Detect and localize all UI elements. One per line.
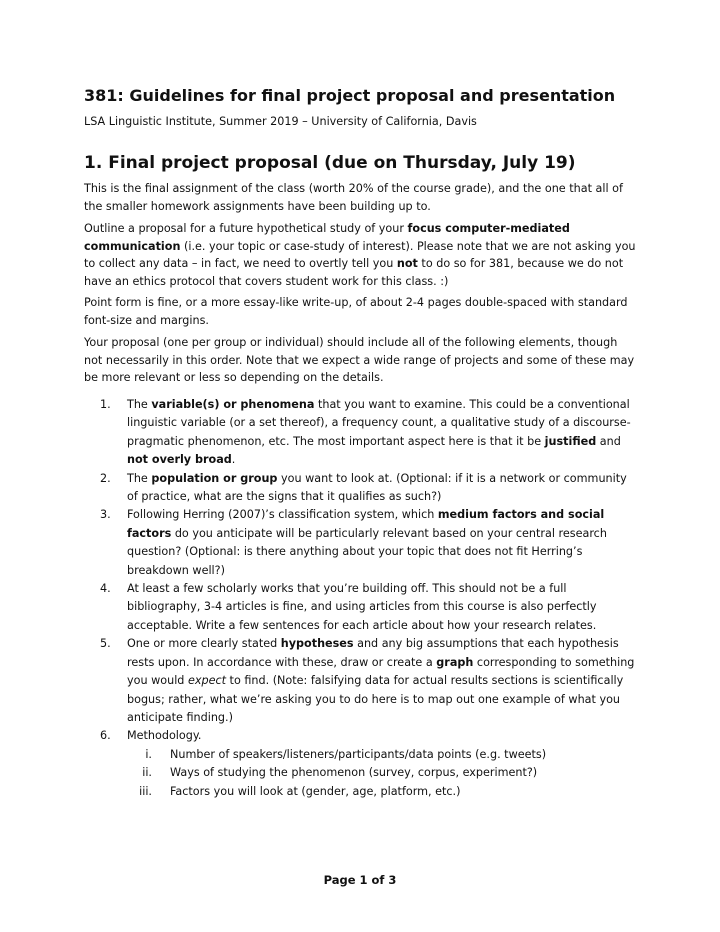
page-number: Page 1 of 3 — [323, 873, 397, 887]
list-number: 3. — [100, 508, 111, 522]
paragraph-format: Point form is fine, or a more essay-like write-up, of about 2-4 pages double-spaced with standard font-size and margins. — [84, 296, 628, 327]
list-item: 1. The variable(s) or phenomena that you want to examine. This could be a conventional linguistic variable (or a set thereof), a frequency count, a qualitative study of a discourse-pragmatic phenomenon, etc. The most important aspect here is that it be justified and not overly broad. — [100, 398, 631, 467]
paragraph-outline: Outline a proposal for a future hypothetical study of your focus computer-mediated communication (i.e. your topic or case-study of interest). Please note that we are not asking you to collect any data – in fact, we need to overtly tell you not to do so for 381, because we do not have an ethics protocol that covers student work for this class. :) — [84, 222, 636, 288]
paragraph-elements: Your proposal (one per group or individual) should include all of the following elements, though not necessarily in this order. Note that we expect a wide range of projects and some of these may be more relevant or less so depending on the details. — [84, 336, 635, 384]
sublist-item: iii. Factors you will look at (gender, age, platform, etc.) — [84, 783, 636, 801]
sublist-number: ii. — [142, 766, 152, 780]
list-number: 4. — [100, 582, 111, 596]
requirements-list — [84, 396, 636, 801]
sublist-number: iii. — [139, 784, 152, 798]
list-item: 3. Following Herring (2007)’s classification system, which medium factors and social factors do you anticipate will be particularly relevant based on your central research question? (Optional: is there anything about your topic that does not fit Herring’s breakdown well?) — [100, 508, 607, 577]
paragraph-intro: This is the final assignment of the class (worth 20% of the course grade), and the one that all of the smaller homework assignments have been building up to. — [84, 182, 623, 213]
list-number: 6. — [100, 729, 111, 743]
document-subtitle: LSA Linguistic Institute, Summer 2019 – University of California, Davis — [84, 115, 477, 128]
list-number: 2. — [100, 471, 111, 485]
document-title: 381: Guidelines for final project proposal and presentation — [84, 86, 616, 105]
list-number: 5. — [100, 637, 111, 651]
sublist-item: ii. Ways of studying the phenomenon (survey, corpus, experiment?) — [84, 764, 636, 782]
sublist-number: i. — [145, 747, 152, 761]
list-item: 2. The population or group you want to look at. (Optional: if it is a network or community of practice, what are the signs that it qualifies as such?) — [100, 471, 627, 504]
list-item: 5. One or more clearly stated hypotheses and any big assumptions that each hypothesis rests upon. In accordance with these, draw or create a graph corresponding to something you would expect to find. (Note: falsifying data for actual results sections is scientifically bogus; rather, what we’re asking you to do here is to map out one example of what you anticipate finding.) — [100, 637, 635, 724]
section-heading: 1. Final project proposal (due on Thursday, July 19) — [84, 153, 576, 173]
sublist-item: i. Number of speakers/listeners/participants/data points (e.g. tweets) — [84, 746, 636, 764]
list-item: 4. At least a few scholarly works that you’re building off. This should not be a full bibliography, 3-4 articles is fine, and using articles from this course is also perfectly acceptable. Write a few sentences for each article about how your research relates. — [100, 582, 597, 632]
list-item: 6. Methodology. — [84, 727, 636, 745]
list-number: 1. — [100, 398, 111, 411]
